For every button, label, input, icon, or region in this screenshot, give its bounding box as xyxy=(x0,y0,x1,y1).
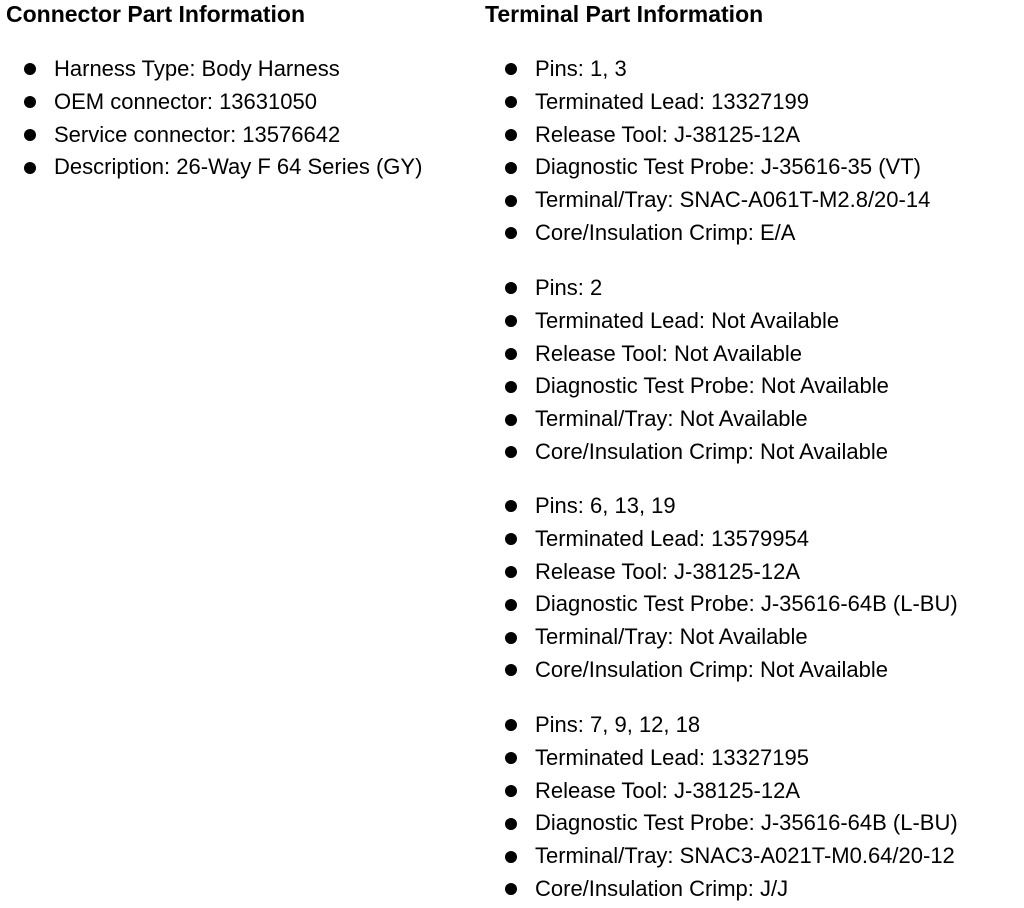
bullet-icon xyxy=(505,599,517,611)
list-item xyxy=(505,338,889,371)
terminal-tray: Terminal/Tray: SNAC-A061T-M2.8/20-14 xyxy=(535,187,931,213)
terminal-tray: Terminal/Tray: SNAC3-A021T-M0.64/20-12 xyxy=(535,843,955,869)
terminal-terminated-lead: Terminated Lead: 13327199 xyxy=(535,88,809,114)
terminal-pins: Pins: 7, 9, 12, 18 xyxy=(535,712,701,737)
list-item xyxy=(505,403,889,436)
connector-info-list xyxy=(24,53,422,184)
bullet-icon xyxy=(505,851,517,863)
terminal-crimp: Core/Insulation Crimp: Not Available xyxy=(535,438,888,464)
bullet-icon xyxy=(505,315,517,327)
list-item xyxy=(505,654,958,687)
bullet-icon xyxy=(505,227,517,239)
list-item xyxy=(505,217,930,250)
list-item xyxy=(505,523,958,556)
list-item xyxy=(24,53,422,86)
terminal-group-pins-7-9-12-18 xyxy=(505,709,958,906)
terminal-terminated-lead: Terminated Lead: 13579954 xyxy=(535,525,809,551)
connector-description: Description: 26-Way F 64 Series (GY) xyxy=(54,154,423,180)
bullet-icon xyxy=(505,632,517,644)
bullet-icon xyxy=(505,566,517,578)
terminal-release-tool: Release Tool: Not Available xyxy=(535,340,803,366)
list-item xyxy=(505,53,930,86)
terminal-tray: Terminal/Tray: Not Available xyxy=(535,406,808,432)
list-item xyxy=(505,742,958,775)
list-item xyxy=(505,370,889,403)
terminal-diagnostic-probe: Diagnostic Test Probe: J-35616-64B (L-BU) xyxy=(535,591,958,617)
bullet-icon xyxy=(505,664,517,676)
bullet-icon xyxy=(505,162,517,174)
list-item xyxy=(505,436,889,469)
bullet-icon xyxy=(505,719,517,731)
bullet-icon xyxy=(505,446,517,458)
bullet-icon xyxy=(505,129,517,141)
bullet-icon xyxy=(505,883,517,895)
list-item xyxy=(505,840,958,873)
bullet-icon xyxy=(505,381,517,393)
list-item xyxy=(505,709,958,742)
bullet-icon xyxy=(24,96,36,108)
list-item xyxy=(505,490,958,523)
list-item xyxy=(505,556,958,589)
terminal-pins: Pins: 2 xyxy=(535,275,603,300)
connector-oem: OEM connector: 13631050 xyxy=(54,88,317,114)
terminal-diagnostic-probe: Diagnostic Test Probe: Not Available xyxy=(535,373,889,399)
list-item xyxy=(24,86,422,119)
terminal-crimp: Core/Insulation Crimp: E/A xyxy=(535,219,796,245)
list-item xyxy=(505,184,930,217)
bullet-icon xyxy=(505,752,517,764)
bullet-icon xyxy=(505,96,517,108)
terminal-release-tool: Release Tool: J-38125-12A xyxy=(535,777,800,803)
connector-service: Service connector: 13576642 xyxy=(54,121,341,147)
connector-harness-type: Harness Type: Body Harness xyxy=(54,56,340,81)
bullet-icon xyxy=(24,162,36,174)
terminal-crimp: Core/Insulation Crimp: Not Available xyxy=(535,656,888,682)
bullet-icon xyxy=(505,785,517,797)
terminal-pins: Pins: 1, 3 xyxy=(535,56,627,81)
list-item xyxy=(505,119,930,152)
terminal-terminated-lead: Terminated Lead: 13327195 xyxy=(535,744,809,770)
list-item xyxy=(505,873,958,906)
list-item xyxy=(505,588,958,621)
terminal-release-tool: Release Tool: J-38125-12A xyxy=(535,121,800,147)
bullet-icon xyxy=(505,533,517,545)
terminal-group-pins-6-13-19 xyxy=(505,490,958,687)
terminal-tray: Terminal/Tray: Not Available xyxy=(535,624,808,650)
list-item xyxy=(505,151,930,184)
bullet-icon xyxy=(505,282,517,294)
connector-part-information-heading: Connector Part Information xyxy=(6,1,306,27)
terminal-terminated-lead: Terminated Lead: Not Available xyxy=(535,307,840,333)
list-item xyxy=(24,119,422,152)
list-item xyxy=(505,305,889,338)
bullet-icon xyxy=(505,414,517,426)
terminal-diagnostic-probe: Diagnostic Test Probe: J-35616-64B (L-BU) xyxy=(535,810,958,836)
list-item xyxy=(505,86,930,119)
bullet-icon xyxy=(24,63,36,75)
list-item xyxy=(505,775,958,808)
terminal-pins: Pins: 6, 13, 19 xyxy=(535,493,676,518)
terminal-group-pins-2 xyxy=(505,272,889,469)
terminal-group-pins-1-3 xyxy=(505,53,930,250)
list-item xyxy=(505,621,958,654)
bullet-icon xyxy=(24,129,36,141)
bullet-icon xyxy=(505,500,517,512)
bullet-icon xyxy=(505,195,517,207)
terminal-crimp: Core/Insulation Crimp: J/J xyxy=(535,875,789,901)
terminal-diagnostic-probe: Diagnostic Test Probe: J-35616-35 (VT) xyxy=(535,154,921,180)
bullet-icon xyxy=(505,818,517,830)
bullet-icon xyxy=(505,348,517,360)
terminal-part-information-heading: Terminal Part Information xyxy=(485,1,764,27)
list-item xyxy=(505,807,958,840)
bullet-icon xyxy=(505,63,517,75)
terminal-release-tool: Release Tool: J-38125-12A xyxy=(535,558,800,584)
list-item xyxy=(505,272,889,305)
list-item xyxy=(24,151,422,184)
